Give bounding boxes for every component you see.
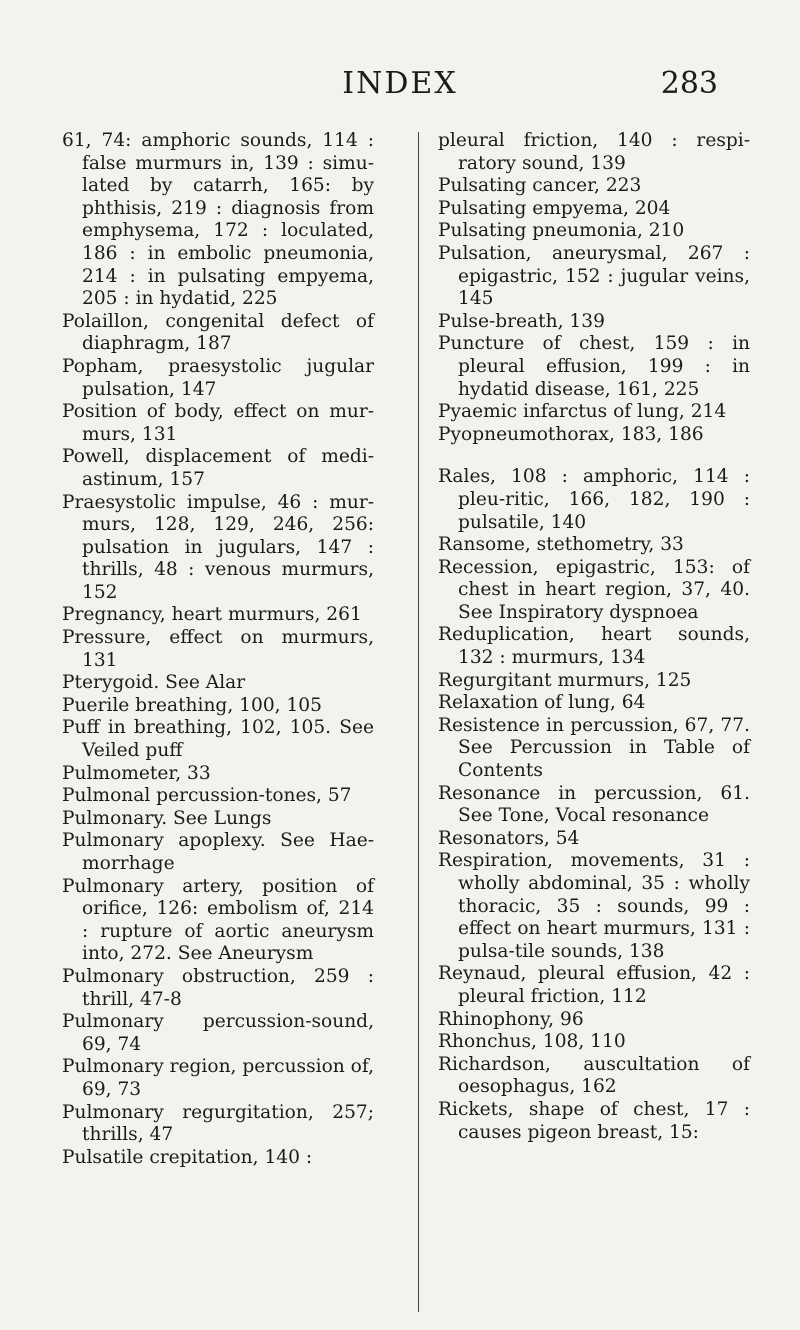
index-entry: Resonance in percussion, 61. See Tone, Vocal resonance	[438, 782, 750, 827]
index-entry: Rhinophony, 96	[438, 1008, 584, 1030]
index-entry: Pulmonary regurgitation, 257; thrills, 47	[62, 1101, 374, 1146]
index-column-left	[62, 130, 374, 1169]
index-entry: Position of body, effect on mur-murs, 131	[62, 401, 374, 445]
index-entry: Relaxation of lung, 64	[438, 692, 646, 714]
column-divider	[418, 132, 419, 1312]
index-column-right	[438, 130, 750, 1144]
index-entry: Pterygoid. See Alar	[62, 672, 246, 694]
index-entry: Popham, praesystolic jugular pulsation, 147	[62, 355, 374, 400]
index-entry: Praesystolic impulse, 46 : mur-murs, 128, 129, 246, 256: pulsation in jugulars, 147 : thrills, 48 : venous murmurs, 152	[62, 491, 374, 603]
index-entry: Reynaud, pleural effusion, 42 : pleural friction, 112	[438, 963, 750, 1007]
running-title: INDEX	[342, 66, 458, 101]
index-entry: Pulmonary percussion-sound, 69, 74	[62, 1011, 374, 1055]
index-entry: Pulmonary region, percussion of, 69, 73	[62, 1056, 374, 1100]
page-number: 283	[660, 66, 718, 101]
index-entry: Ransome, stethometry, 33	[438, 534, 684, 556]
index-entry: Rales, 108 : amphoric, 114 : pleu-ritic, 166, 182, 190 : pulsatile, 140	[438, 466, 750, 533]
index-entry: Pyopneumothorax, 183, 186	[438, 423, 704, 445]
index-entry: Rhonchus, 108, 110	[438, 1031, 626, 1053]
index-entry: Polaillon, congenital defect of diaphragm, 187	[62, 310, 374, 355]
index-entry: Pulsating cancer, 223	[438, 175, 642, 197]
index-entry: 61, 74: amphoric sounds, 114 : false murmurs in, 139 : simu-lated by catarrh, 165: by phthisis, 219 : diagnosis from emphysema, 172 : loculated, 186 : in embolic pneumonia, 214 : in pulsating empyema, 205 : in hydatid, 225	[62, 130, 374, 310]
index-entry: Resistence in percussion, 67, 77. See Percussion in Table of Contents	[438, 714, 750, 782]
index-entry: Pulmonary obstruction, 259 : thrill, 47-8	[62, 965, 374, 1010]
index-entry: Regurgitant murmurs, 125	[438, 669, 692, 691]
index-entry: Pulmonary apoplexy. See Hae-morrhage	[62, 830, 374, 874]
index-entry: Puncture of chest, 159 : in pleural effusion, 199 : in hydatid disease, 161, 225	[438, 333, 750, 400]
index-entry: Respiration, movements, 31 : wholly abdominal, 35 : wholly thoracic, 35 : sounds, 99 : effect on heart murmurs, 131 : pulsa-tile sounds, 138	[438, 850, 750, 962]
index-entry: Powell, displacement of medi-astinum, 157	[62, 446, 374, 490]
index-entry: Pulsating pneumonia, 210	[438, 220, 685, 242]
index-entry: Pregnancy, heart murmurs, 261	[62, 604, 362, 626]
index-entry: Pulmonal percussion-tones, 57	[62, 785, 352, 807]
index-entry: Puerile breathing, 100, 105	[62, 694, 322, 716]
index-entry: Pulsatile crepitation, 140 :	[62, 1146, 313, 1168]
index-entry: Pulsating empyema, 204	[438, 197, 671, 219]
index-entry: Pyaemic infarctus of lung, 214	[438, 401, 727, 423]
index-entry: Pulmonary. See Lungs	[62, 807, 272, 829]
index-entry: Reduplication, heart sounds, 132 : murmurs, 134	[438, 624, 750, 669]
index-entry: Pressure, effect on murmurs, 131	[62, 627, 374, 671]
index-entry: Pulsation, aneurysmal, 267 : epigastric, 152 : jugular veins, 145	[438, 242, 750, 310]
index-entry: Pulmometer, 33	[62, 762, 211, 784]
index-entry: Pulse-breath, 139	[438, 310, 605, 332]
index-entry: pleural friction, 140 : respi-ratory sound, 139	[438, 130, 750, 174]
page-header	[0, 66, 800, 110]
index-entry: Rickets, shape of chest, 17 : causes pigeon breast, 15:	[438, 1098, 750, 1143]
index-entry: Recession, epigastric, 153: of chest in heart region, 37, 40. See Inspiratory dyspnoea	[438, 556, 750, 623]
index-entry: Richardson, auscultation of oesophagus, 162	[438, 1053, 750, 1098]
index-entry: Puff in breathing, 102, 105. See Veiled puff	[62, 717, 374, 762]
index-entry: Pulmonary artery, position of orifice, 126: embolism of, 214 : rupture of aortic aneurysm into, 272. See Aneurysm	[62, 875, 374, 965]
index-entry: Resonators, 54	[438, 827, 580, 849]
